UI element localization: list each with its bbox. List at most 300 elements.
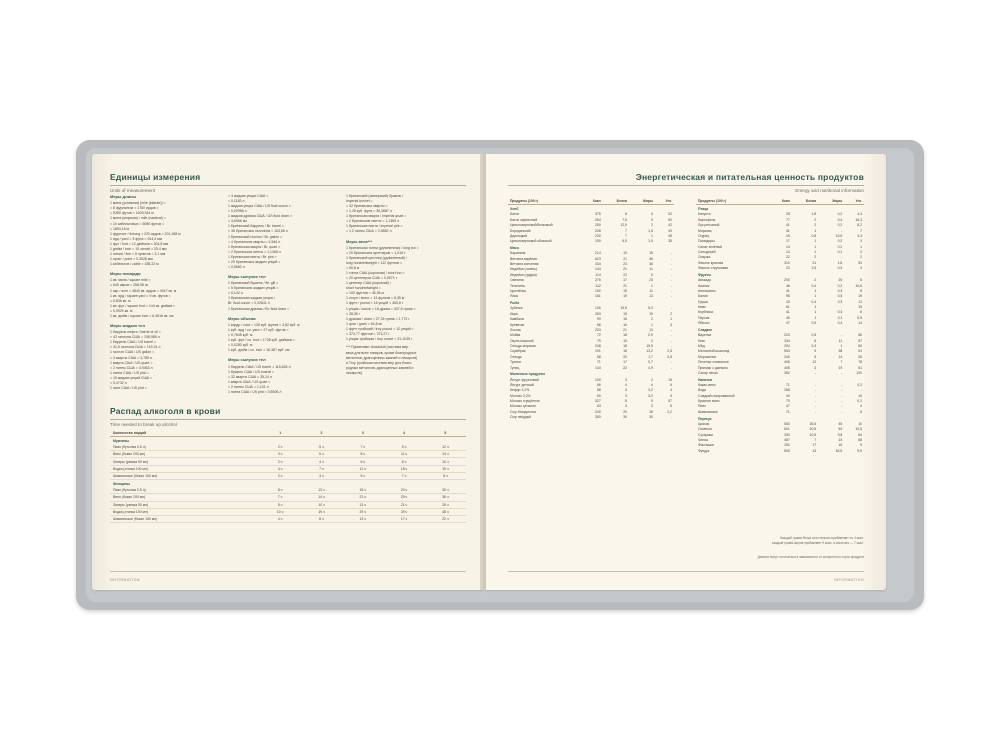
units-line: = 42 галлона США = 158,988 л [110, 335, 160, 340]
alcohol-value: 5 ч [260, 501, 301, 508]
units-line: родных металлов, драгоценных камней и [346, 365, 414, 370]
nutrition-value: 13,2 [646, 349, 653, 354]
nutrition-value: 13 [649, 327, 653, 332]
nutrition-value: - [815, 399, 817, 404]
nutrition-header-cell: Угл. [655, 198, 674, 205]
alcohol-group-row [110, 437, 466, 445]
units-line: = 2 британские пинты = 1,1365 л [346, 219, 400, 224]
nutrition-value: 52 [668, 212, 672, 217]
nutrition-footnote-line: каждый грамм жиров прибавляет 9 ккал, а алкоголя — 7 ккал. [771, 541, 864, 546]
nutrition-value: 68 [858, 438, 862, 442]
units-line: 1 куб. ярд / cu. yard = 27 куб. футов = [228, 327, 289, 332]
nutrition-value: 79 [596, 338, 601, 343]
nutrition-value: 10,5 [855, 427, 862, 432]
nutrition-value: 406 [784, 360, 790, 365]
nutrition-group-label: Напитки [698, 377, 712, 382]
units-line: = 1853,18 м [110, 226, 130, 231]
nutrition-value: 16 [623, 322, 627, 327]
units-line: = 4 жидкие унции США = [228, 194, 269, 198]
nutrition-product-name: Лосось [510, 327, 522, 332]
alcohol-group-label: Мужчины [113, 439, 130, 443]
nutrition-header-cell: Жиры [629, 198, 655, 205]
nutrition-value: - [815, 409, 817, 414]
units-line: *** Применяют Anadolutt (система мер [346, 345, 409, 350]
nutrition-product-name: Индейка (голень) [510, 267, 538, 272]
nutrition-value: 263 [595, 311, 601, 316]
alcohol-value: 21 ч [383, 501, 424, 508]
nutrition-value: 7 [860, 228, 862, 233]
units-line: 1 куб. фут / cu. foot = 1728 куб. дюймов = [228, 338, 295, 343]
nutrition-group-row [508, 244, 674, 251]
alcohol-value: 7 ч [342, 444, 383, 451]
nutrition-product-name: Сельдерей [698, 250, 716, 254]
alcohol-value: 10 ч [301, 501, 342, 508]
units-line: = 20 британских центнеров = 1,016 т [346, 250, 406, 255]
nutrition-product-name: Индейка (грудка) [510, 272, 537, 277]
units-line: = 31,5 галлона США = 119,24 л [110, 345, 161, 350]
nutrition-value: 42 [668, 223, 672, 228]
nutrition-group-label: Птица [698, 207, 709, 211]
units-line: = 4 британских кварты = 4,546 л [228, 239, 281, 244]
units-line: металлов, драгоценных камней и лекарств) [346, 355, 418, 360]
units-line: 1 фут / foot = 12 дюймов = 304,8 мм [110, 241, 169, 246]
units-line: = 0,02956 л [228, 209, 247, 214]
units-line: 1 дюйм / inch = 10 линий = 25,4 мм [110, 246, 167, 251]
nutrition-group-label: Рыба [510, 301, 520, 305]
alcohol-value: 5 ч [342, 472, 383, 479]
alcohol-header-col: 4 [383, 430, 424, 437]
alcohol-drink-label: Шампанское (бокал 150 мл) [110, 515, 260, 522]
nutrition-value: 15 [785, 233, 790, 238]
nutrition-product-name: Зубатка [510, 306, 523, 311]
nutrition-value: 114 [595, 272, 601, 277]
nutrition-value: 13 [649, 294, 653, 299]
table-row [696, 448, 864, 453]
nutrition-right-table-wrap [696, 198, 864, 453]
units-line: 1 британский галлон / Br. gallon = [228, 234, 283, 239]
nutrition-value: - [670, 344, 672, 348]
units-line: 1 британский (имперский) бушель / [346, 194, 404, 198]
nutrition-value: 3 [860, 239, 862, 244]
nutrition-product-name: Кекс [698, 338, 706, 343]
nutrition-value: 2 [814, 223, 817, 228]
alcohol-value: 2 ч [260, 472, 301, 479]
nutrition-value: 3 [650, 212, 653, 217]
nutrition-value: 36 [649, 262, 653, 267]
nutrition-value: 0,7 [648, 360, 653, 365]
nutrition-group-label: Фрукты [698, 272, 712, 277]
nutrition-value: 1,5 [648, 228, 653, 233]
nutrition-product-name: Баранина [510, 251, 526, 256]
nutrition-value: 23 [649, 278, 653, 283]
units-line: = 28,35 г [346, 311, 361, 316]
nutrition-value: 161 [595, 294, 601, 299]
nutrition-product-name: Огурец [698, 233, 710, 238]
nutrition-value: - [841, 393, 843, 398]
units-group-heading: Меры веса*** [346, 238, 373, 244]
nutrition-product-name: Помидоры [698, 239, 715, 244]
units-line: 1 баррель США / US barrel = 115,628 л [228, 364, 291, 369]
units-line: imperial bushel = [346, 199, 373, 204]
nutrition-value: 19 [838, 365, 843, 370]
alcohol-value: 19 ч [301, 508, 342, 515]
nutrition-value: 19 [623, 294, 627, 299]
nutrition-value: 7 [814, 438, 817, 442]
nutrition-product-name: Фасоль красная [698, 260, 724, 265]
units-line: 1 кабельтов / cable = 185,22 м [110, 262, 159, 267]
units-line: = 1,2 пинты США = 0,5682 л [346, 229, 392, 234]
nutrition-product-name: Пиво [698, 404, 706, 409]
nutrition-product-name: Капуста [698, 212, 711, 217]
units-line: 1 кв. миля / square mile = [110, 278, 151, 283]
nutrition-value: 375 [595, 212, 601, 217]
nutrition-section-title: Энергетическая и питательная ценность продуктов [635, 172, 864, 182]
nutrition-product-name: Спаржа [698, 255, 711, 260]
nutrition-value: 71 [596, 360, 601, 365]
nutrition-value: 230 [595, 233, 601, 238]
nutrition-value: 2 [650, 223, 653, 228]
alcohol-value: 8 ч [301, 515, 342, 522]
nutrition-value: 41 [785, 288, 790, 293]
nutrition-value: 17 [623, 360, 627, 365]
nutrition-product-name: Вода [698, 388, 706, 393]
nutrition-group-row [508, 205, 674, 212]
nutrition-value: 1 [814, 250, 817, 254]
nutrition-value: 17 [785, 239, 790, 244]
nutrition-value: 2 [650, 377, 653, 382]
units-line: short hundredweight = [346, 286, 381, 291]
nutrition-value: 10 [858, 393, 862, 398]
nutrition-value: 62,5 [835, 448, 843, 453]
units-column-3 [346, 194, 468, 379]
units-line: = 0,0929 кв. м [110, 308, 133, 313]
nutrition-value: 70 [785, 399, 790, 404]
nutrition-group-row [696, 205, 864, 212]
nutrition-value: 18 [623, 349, 627, 354]
nutrition-value: - [670, 251, 672, 256]
nutrition-product-name: Язык [510, 294, 518, 299]
units-line: = 5 британских жидких унций = [228, 286, 279, 291]
nutrition-value: 19,5 [646, 344, 653, 348]
nutrition-value: 6 [860, 278, 862, 283]
nutrition-value: 0,4 [837, 310, 843, 315]
units-line: = 100 фунтов = 45,36 кг [346, 291, 385, 296]
units-line: Br. fluid ounce = 0,02841 л [228, 301, 270, 306]
nutrition-value: 18 [649, 409, 653, 414]
nutrition-value: 19 [623, 288, 627, 293]
nutrition-product-name: Сыр твёрдый [510, 415, 532, 420]
nutrition-value: 4,3 [857, 212, 862, 217]
units-line: = 640 акров = 258,98 га [110, 283, 148, 288]
nutrition-header-cell: Белки [603, 198, 629, 205]
left-footer-rule [110, 571, 466, 572]
units-group-lines [110, 278, 222, 319]
nutrition-value: 0,4 [837, 321, 843, 326]
alcohol-value: 7 ч [301, 465, 342, 472]
units-line: веса для всех товаров, кроме благородных [346, 350, 417, 355]
units-line: 1 бушель США / US bushel = [228, 369, 275, 374]
nutrition-value: - [841, 399, 843, 404]
nutrition-value: 15 [858, 305, 862, 310]
nutrition-value: 327 [595, 399, 601, 404]
nutrition-value: 19 [649, 311, 653, 316]
nutrition-left-table-wrap [508, 198, 674, 420]
nutrition-product-name: Клубника [698, 310, 713, 315]
nutrition-value: - [670, 415, 672, 420]
units-section-subtitle: Units of measurement [110, 187, 155, 193]
nutrition-value: 0,5 [811, 333, 817, 338]
nutrition-value: 203 [595, 327, 601, 332]
nutrition-value: 30 [649, 415, 653, 420]
nutrition-value: 4,9 [648, 365, 653, 370]
alcohol-value: 36 ч [425, 494, 466, 501]
nutrition-product-name: Молоко цельное [510, 404, 536, 409]
units-line: = 373,77 фунтов = 373,27 г [346, 331, 390, 336]
nutrition-value: 0,4 [811, 283, 817, 288]
nutrition-value: 503 [784, 448, 790, 453]
nutrition-value: 56 [858, 333, 862, 338]
nutrition-value: 21 [623, 327, 627, 332]
nutrition-value: 77 [785, 217, 790, 222]
nutrition-value: 190 [595, 239, 601, 244]
nutrition-group-row [508, 370, 674, 377]
nutrition-value: 248 [595, 344, 601, 348]
nutrition-product-name: Молочный шоколад [698, 349, 730, 354]
nutrition-value: - [860, 388, 862, 393]
nutrition-value: - [841, 370, 843, 375]
nutrition-value: - [670, 360, 672, 365]
units-line: 1 пинта США / US pint = [110, 370, 149, 375]
nutrition-product-name: Салат зелёный [698, 244, 723, 249]
nutrition-value: - [670, 327, 672, 332]
nutrition-group-label: Молочные продукты [510, 372, 546, 377]
nutrition-value: 51 [858, 349, 862, 354]
nutrition-value: 2 [670, 311, 672, 316]
units-line: 1 британская пинта / Br. pint = [228, 254, 277, 259]
nutrition-value: - [841, 305, 843, 310]
nutrition-value: 100 [595, 377, 601, 382]
nutrition-value: 5 [670, 404, 672, 409]
units-line: 1 британский бушель / Br. gill = [228, 281, 279, 286]
nutrition-value: 61 [785, 305, 790, 310]
alcohol-drink-label: Вино (бокал 200 мл) [110, 451, 260, 458]
nutrition-value: 10,6 [855, 283, 862, 288]
nutrition-value: 12 [812, 360, 817, 365]
alcohol-value: 11 ч [383, 451, 424, 458]
nutrition-section [508, 172, 864, 193]
nutrition-product-name: Окунь морской [510, 338, 534, 343]
nutrition-product-name: Варенье [698, 333, 712, 338]
nutrition-product-name: Сладкий газированный [698, 393, 735, 398]
alcohol-table-wrap [110, 430, 466, 523]
units-line: 1 тонна США (короткая) / short ton = [346, 271, 405, 276]
nutrition-value: 144 [595, 365, 601, 370]
alcohol-drink-label: Шампанское (бокал 150 мл) [110, 472, 260, 479]
nutrition-value: 12,5 [620, 223, 627, 228]
units-line: 1 кордр / cord = 128 куб. футов = 3,62 куб. м [228, 322, 300, 327]
nutrition-value: 350 [595, 415, 601, 420]
nutrition-footnote-line: Каждый грамм белка или глюкозы прибавляет по 4 ккал, [780, 536, 864, 541]
nutrition-value: 5 [814, 354, 817, 359]
alcohol-header-label: Количество порций [110, 430, 260, 437]
nutrition-value: 90 [596, 317, 601, 322]
nutrition-value: 58 [596, 388, 601, 393]
units-line: 1 баррель США / US barrel = [110, 340, 157, 345]
units-group-heading: Меры сыпучих тел [228, 357, 266, 363]
units-line: 1 жидкая драхма США / US fluid dram = [228, 214, 292, 219]
nutrition-product-name: Мойва [510, 333, 521, 338]
units-line: 1 центнер США (короткий) / [346, 281, 391, 286]
nutrition-value: 553 [784, 421, 790, 426]
units-group-lines [228, 281, 340, 311]
nutrition-value: 0,3 [837, 299, 843, 304]
units-line: = 32 британских кварты = [346, 204, 388, 209]
units-line: = 32 кварты США = 35,24 л [228, 374, 272, 379]
nutrition-group-row [696, 415, 864, 422]
units-line: 1 кварта США / US quart = [228, 379, 271, 384]
nutrition-value: 240 [595, 409, 601, 414]
units-group-lines [346, 194, 468, 235]
alcohol-value: 14 ч [301, 494, 342, 501]
alcohol-value: 19 ч [425, 465, 466, 472]
nutrition-product-name: Креветки [510, 322, 525, 327]
nutrition-value: 1 [650, 283, 653, 288]
units-line: 1 миля (морская) / mile (nautical) = [110, 216, 166, 221]
nutrition-value: 3 [625, 404, 627, 409]
nutrition-value: 144 [595, 267, 601, 272]
left-page [92, 154, 484, 590]
nutrition-value: 2 [814, 278, 817, 283]
units-line: 1 пункт / point = 0,3528 мм [110, 256, 153, 261]
nutrition-value: 4 [860, 404, 862, 409]
nutrition-product-name: Скумбрия [510, 349, 526, 354]
nutrition-value: - [670, 262, 672, 267]
nutrition-product-name: Банан [698, 294, 708, 299]
nutrition-value: 5,5 [622, 239, 627, 244]
units-group-lines [228, 365, 340, 395]
nutrition-value: 71 [785, 409, 790, 414]
nutrition-value: 2 [860, 255, 862, 260]
nutrition-value: 1 [814, 294, 817, 299]
nutrition-value: 2 [860, 250, 862, 254]
nutrition-product-name: Чипсы [698, 438, 709, 442]
nutrition-value: 623 [595, 256, 601, 261]
alcohol-value: 13 ч [342, 501, 383, 508]
alcohol-drink-label: Водка (стопка 100 мл) [110, 465, 260, 472]
nutrition-value: - [815, 370, 817, 375]
alcohol-drink-label: Водка (стопка 100 мл) [110, 508, 260, 515]
nutrition-product-name: Яблоко [698, 321, 710, 326]
nutrition-value: 0,2 [857, 382, 862, 387]
nutrition-value: 10,5 [835, 233, 843, 238]
nutrition-value: 72 [596, 333, 601, 338]
nutrition-value: 9,5 [857, 315, 862, 320]
nutrition-value: 7 [625, 228, 627, 233]
left-page-footer: INFORMATION [110, 578, 141, 582]
nutrition-product-name: Печенье сливочное [698, 360, 729, 365]
table-row [110, 465, 466, 472]
units-line: 1 акр / acre = 4840 кв. ярдов = 4047 кв. м [110, 288, 177, 293]
nutrition-value: 13 [812, 448, 817, 453]
nutrition-value: 0,2 [837, 283, 843, 288]
nutrition-value: 3 [625, 393, 627, 398]
nutrition-value: 1,7 [648, 354, 653, 359]
nutrition-value: - [841, 333, 843, 338]
nutrition-value: 3,2 [648, 393, 653, 398]
nutrition-value: 17 [812, 443, 817, 448]
alcohol-value: 2 ч [260, 458, 301, 465]
nutrition-value: 11 [858, 299, 862, 304]
nutrition-value: 554 [784, 349, 790, 354]
nutrition-value: 3 [670, 322, 672, 327]
units-line: 1 британский центнер (удлиненный) / [346, 255, 407, 260]
nutrition-value: 240 [784, 354, 790, 359]
alcohol-value: 6 ч [301, 451, 342, 458]
units-section-title: Единицы измерения [110, 172, 201, 182]
nutrition-product-name: Картофель [698, 217, 716, 222]
alcohol-value: 48 ч [425, 508, 466, 515]
nutrition-product-name: Сыр Моцарелла [510, 409, 536, 414]
nutrition-value: - [670, 338, 672, 343]
nutrition-product-name: Цыплёнок [510, 288, 526, 293]
alcohol-value: 7 ч [260, 494, 301, 501]
alcohol-value: 21 ч [342, 494, 383, 501]
units-line: = 3,6966 мл [228, 219, 248, 224]
units-line: 1 драхма / dram = 27,34 грана = 1,772 г [346, 316, 410, 321]
nutrition-value: 6 [814, 338, 817, 343]
units-line: 1 кварта США / US quart = [110, 360, 153, 365]
nutrition-product-name: Сельдь морская [510, 344, 536, 348]
nutrition-value: 392 [784, 370, 790, 375]
alcohol-value: 29 ч [383, 494, 424, 501]
nutrition-product-name: Бородинский [510, 228, 531, 233]
nutrition-value: 18 [623, 344, 627, 348]
nutrition-product-name: Батон кирпичный [510, 217, 538, 222]
alcohol-drink-label: Ликеры (рюмка 50 мл) [110, 501, 260, 508]
nutrition-value: 0,9 [648, 333, 653, 338]
nutrition-product-name: Тунец [510, 365, 520, 370]
nutrition-product-name: Молоко 3,2% [510, 393, 531, 398]
nutrition-product-name: Кефир 3,2% [510, 388, 530, 393]
nutrition-product-name: Икра [510, 311, 518, 316]
units-line: = 0,142 л [228, 291, 243, 296]
nutrition-value: 112 [595, 283, 601, 288]
nutrition-value: 1 [814, 244, 817, 249]
alcohol-value: 13 ч [301, 487, 342, 494]
nutrition-value: 9 [860, 443, 862, 448]
nutrition-value: 3,2 [648, 388, 653, 393]
alcohol-value: 4 ч [260, 465, 301, 472]
table-row [110, 444, 466, 451]
alcohol-value: 11 ч [342, 465, 383, 472]
table-row [508, 415, 674, 420]
units-line: 1 унция тройская / troy ounce = 31,1035 г [346, 336, 413, 341]
nutrition-product-name: Фасоль стручковая [698, 266, 729, 271]
units-line: = 0,4732 л [110, 380, 127, 385]
nutrition-value: 7 [625, 233, 627, 238]
units-line: 1 кв. фут / square foot = 144 кв. дюйма = [110, 303, 176, 308]
nutrition-value: 250 [784, 443, 790, 448]
nutrition-value: 45 [785, 315, 790, 320]
nutrition-value: 40 [785, 393, 790, 398]
nutrition-value: 250 [595, 223, 601, 228]
alcohol-value: 8 ч [383, 458, 424, 465]
nutrition-value: 19 [623, 311, 627, 316]
nutrition-value: 13 [785, 250, 790, 254]
alcohol-value: 13 ч [342, 515, 383, 522]
nutrition-value: - [670, 272, 672, 277]
units-line: 1 пинт США / US pint = [110, 385, 147, 390]
